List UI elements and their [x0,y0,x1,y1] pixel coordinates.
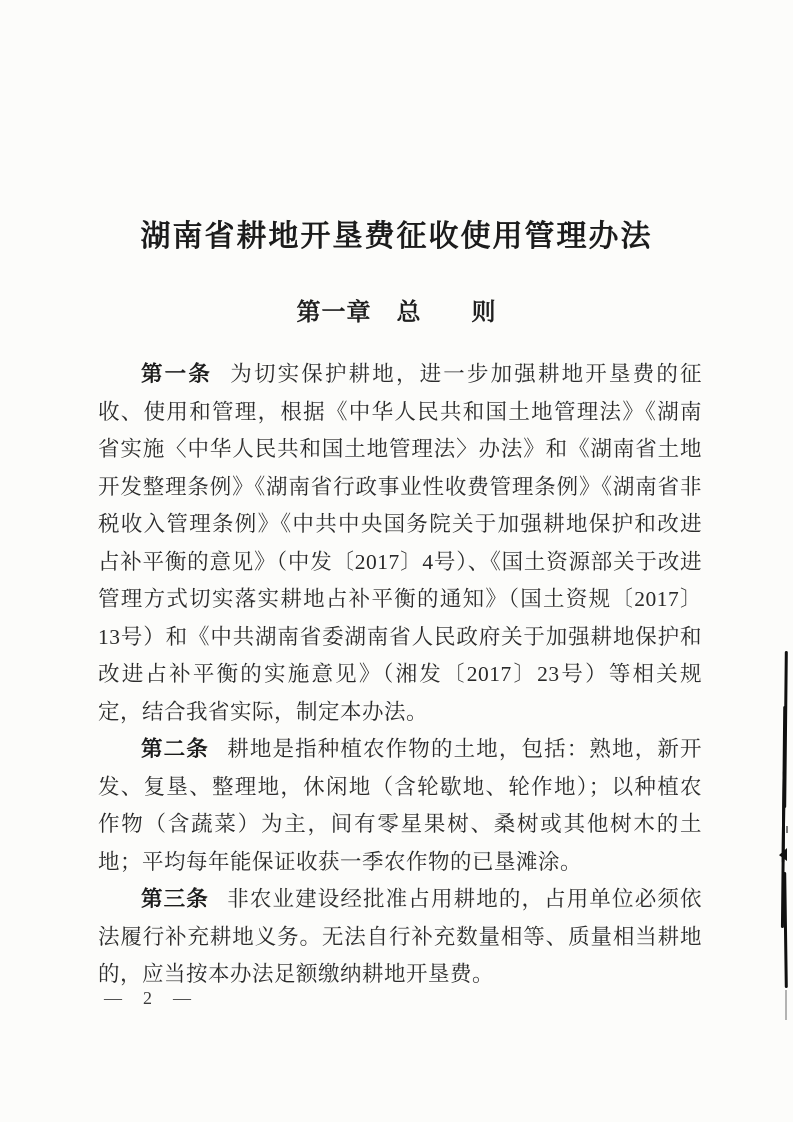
article-text-1: 为切实保护耕地，进一步加强耕地开垦费的征收、使用和管理，根据《中华人民共和国土地管理法》《湖南省实施〈中华人民共和国土地管理法〉办法》和《湖南省土地开发整理条例》《湖南省行政事业性收费管理条例》《湖南省非税收入管理条例》《中共中央国务院关于加强耕地保护和改进占补平衡的意见》（中发〔2017〕4号）、《国土资源部关于改进管理方式切实落实耕地占补平衡的通知》（国土资规〔2017〕13号）和《中共湖南省委湖南省人民政府关于加强耕地保护和改进占补平衡的实施意见》（湘发〔2017〕23号）等相关规定，结合我省实际，制定本办法。 [98,362,702,724]
scan-artifact-binding-wedge [779,848,787,861]
article-text-3: 非农业建设经批准占用耕地的，占用单位必须依法履行补充耕地义务。无法自行补充数量相等、质量相当耕地的，应当按本办法足额缴纳耕地开垦费。 [98,887,702,986]
article-paragraph-3 [98,881,702,994]
article-text-2: 耕地是指种植农作物的土地，包括：熟地，新开发、复垦、整理地，休闲地（含轮歇地、轮作地）；以种植农作物（含蔬菜）为主，间有零星果树、桑树或其他树木的土地；平均每年能保证收获一季农作物的已垦滩涂。 [98,737,702,874]
page-number: — 2 — [104,988,195,1008]
scan-artifact-binding-fade [785,990,787,1020]
scan-artifact-binding-streak-upper [783,651,788,808]
article-paragraph-2 [98,731,702,881]
article-label-1: 第一条 [141,362,213,386]
article-label-2: 第二条 [141,737,209,761]
document-body [98,356,702,994]
document-title: 湖南省耕地开垦费征收使用管理办法 [140,220,653,253]
article-label-3: 第三条 [141,887,209,911]
chapter-heading: 第一章 总 则 [296,300,497,326]
article-paragraph-1 [98,356,702,731]
scan-artifact-binding-streak-lower [783,872,788,988]
scan-artifact-binding-dot [786,826,788,833]
